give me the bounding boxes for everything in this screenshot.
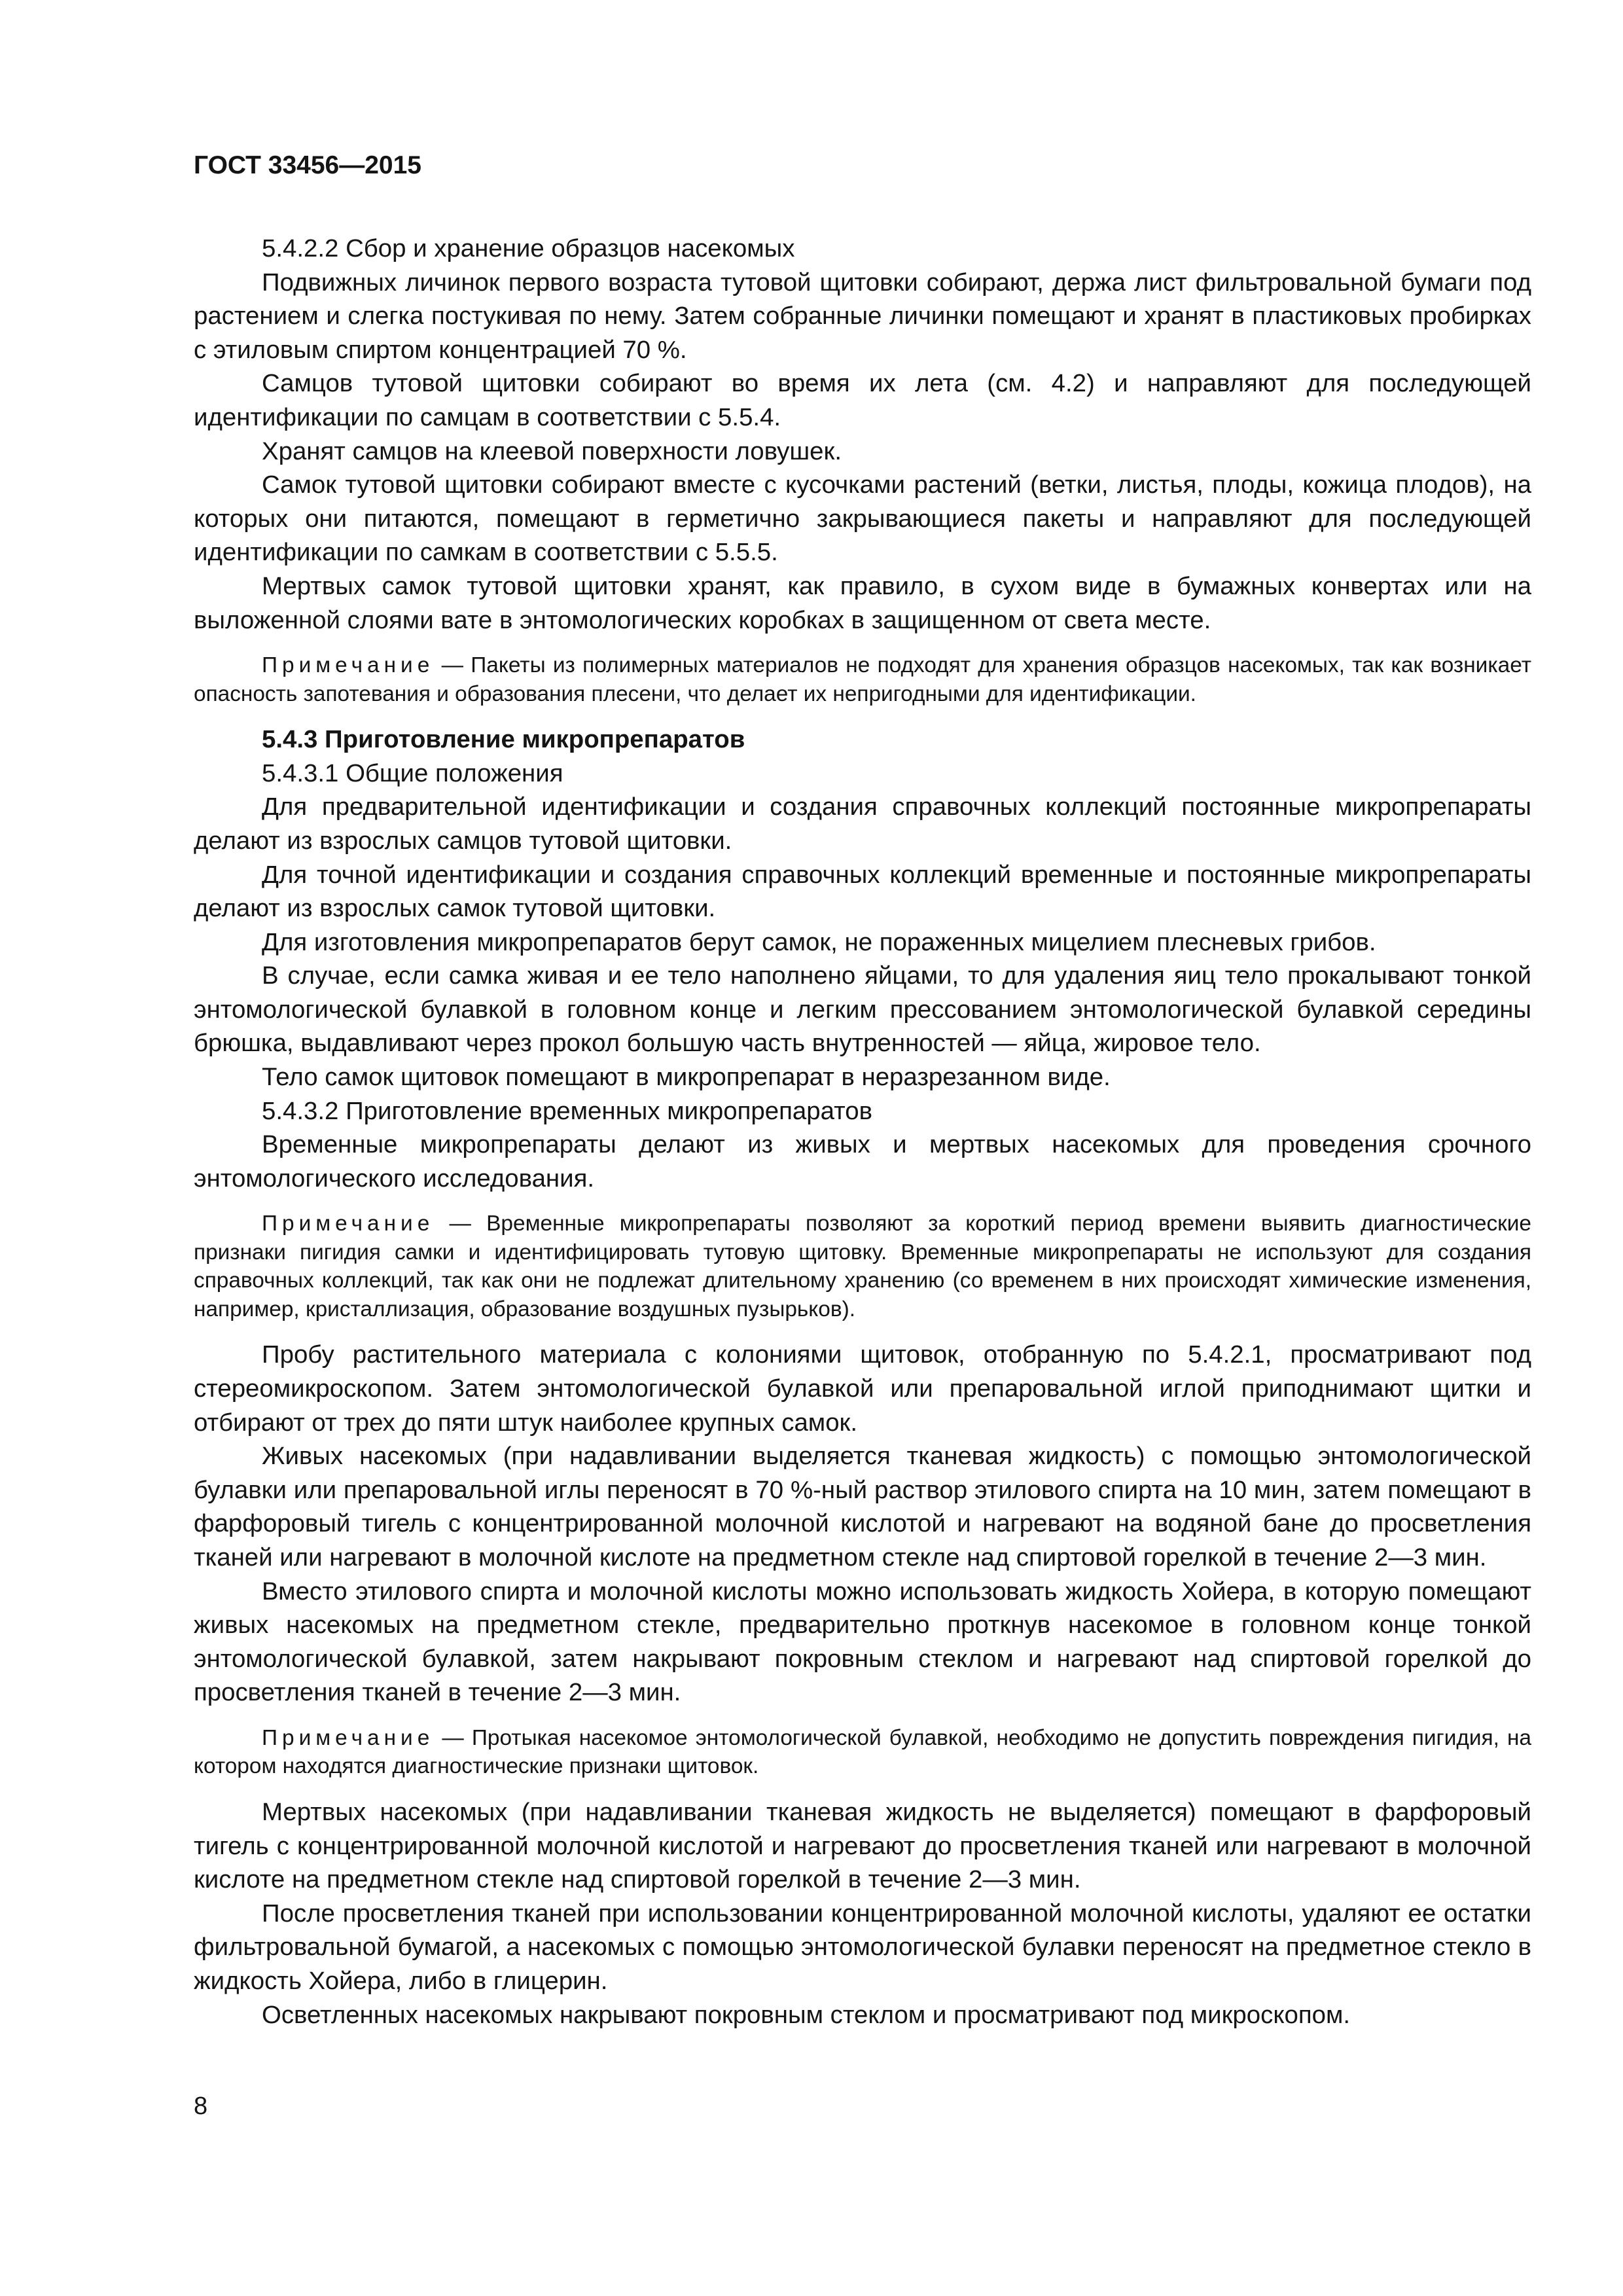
section-heading-5-4-3: 5.4.3 Приготовление микропрепаратов [262,725,745,754]
paragraph: Мертвых самок тутовой щитовки хранят, как правило, в сухом виде в бумажных конвертах или на выложенной слоями вате в энтомологических коробках в защищенном от света месте. [194,571,1531,634]
document-body [194,232,1531,2032]
subsection-heading-5-4-2-2: 5.4.2.2 Сбор и хранение образцов насекомых [262,234,795,262]
standard-header: ГОСТ 33456—2015 [194,151,421,179]
paragraph: В случае, если самка живая и ее тело наполнено яйцами, то для удаления яиц тело прокалывают тонкой энтомологической булавкой в головном конце и легким прессованием энтомологической булавкой середины брюшка, выдавливают через прокол большую часть внутренностей — яйца, жировое тело. [194,961,1531,1058]
note-label: Примечание [262,1211,435,1236]
paragraph: Осветленных насекомых накрывают покровным стеклом и просматривают под микроскопом. [262,2000,1351,2029]
paragraph: Самок тутовой щитовки собирают вместе с кусочками растений (ветки, листья, плоды, кожица плодов), на которых они питаются, помещают в герметично закрывающиеся пакеты и направляют для последующей идентификации по самкам в соответствии с 5.5.5. [194,471,1531,567]
note-label: Примечание [262,653,435,678]
note-block [194,1210,1531,1323]
paragraph: Для точной идентификации и создания справочных коллекций временные и постоянные микропрепараты делают из взрослых самок тутовой щитовки. [194,860,1531,923]
paragraph: Вместо этилового спирта и молочной кислоты можно использовать жидкость Хойера, в которую помещают живых насекомых на предметном стекле, предварительно проткнув насекомое в головном конце тонкой энтомологической булавкой, затем накрывают покровным стеклом и нагревают над спиртовой горелкой до просветления тканей в течение 2—3 мин. [194,1577,1531,1707]
paragraph: Живых насекомых (при надавливании выделяется тканевая жидкость) с помощью энтомологической булавки или препаровальной иглы переносят в 70 %-ный раствор этилового спирта на 10 мин, затем помещают в фарфоровый тигель с концентрированной молочной кислотой и нагревают на водяной бане до просветления тканей или нагревают в молочной кислоте на предметном стекле над спиртовой горелкой в течение 2—3 мин. [194,1442,1531,1571]
page-number: 8 [194,2092,208,2120]
paragraph: Мертвых насекомых (при надавливании тканевая жидкость не выделяется) помещают в фарфоровый тигель с концентрированной молочной кислотой и нагревают до просветления тканей или нагревают в молочной кислоте на предметном стекле над спиртовой горелкой в течение 2—3 мин. [194,1797,1531,1894]
note-block [194,651,1531,708]
paragraph: Пробу растительного материала с колониями щитовок, отобранную по 5.4.2.1, просматривают под стереомикроскопом. Затем энтомологической булавкой или препаровальной иглой приподнимают щитки и отбирают от трех до пяти штук наиболее крупных самок. [194,1340,1531,1437]
subsection-heading-5-4-3-2: 5.4.3.2 Приготовление временных микропрепаратов [262,1096,872,1125]
note-label: Примечание [262,1725,435,1750]
paragraph: После просветления тканей при использовании концентрированной молочной кислоты, удаляют ее остатки фильтровальной бумагой, а насекомых с помощью энтомологической булавки переносят на предметное стекло в жидкость Хойера, либо в глицерин. [194,1899,1531,1995]
paragraph: Хранят самцов на клеевой поверхности ловушек. [262,437,842,465]
paragraph: Тело самок щитовок помещают в микропрепарат в неразрезанном виде. [262,1063,1111,1092]
note-text: — Временные микропрепараты позволяют за короткий период времени выявить диагностические признаки пигидия самки и идентифицировать тутовую щитовку. Временные микропрепараты не используют для создания справочных коллекций, так как они не подлежат длительному хранению (со временем в них происходят химические изменения, например, кристаллизация, образование воздушных пузырьков). [194,1211,1531,1321]
paragraph: Подвижных личинок первого возраста тутовой щитовки собирают, держа лист фильтровальной бумаги под растением и слегка постукивая по нему. Затем собранные личинки помещают и хранят в пластиковых пробирках с этиловым спиртом концентрацией 70 %. [194,268,1531,364]
note-block [194,1724,1531,1781]
note-text: — Протыкая насекомое энтомологической булавкой, необходимо не допустить повреждения пигидия, на котором находятся диагностические признаки щитовок. [194,1725,1531,1779]
note-text: — Пакеты из полимерных материалов не подходят для хранения образцов насекомых, так как возникает опасность запотевания и образования плесени, что делает их непригодными для идентификации. [194,653,1531,706]
paragraph: Для изготовления микропрепаратов берут самок, не пораженных мицелием плесневых грибов. [262,927,1376,956]
paragraph: Временные микропрепараты делают из живых и мертвых насекомых для проведения срочного энтомологического исследования. [194,1130,1531,1193]
paragraph: Для предварительной идентификации и создания справочных коллекций постоянные микропрепараты делают из взрослых самцов тутовой щитовки. [194,793,1531,855]
document-page [194,149,1531,2032]
paragraph: Самцов тутовой щитовки собирают во время их лета (см. 4.2) и направляют для последующей идентификации по самцам в соответствии с 5.5.4. [194,369,1531,431]
subsection-heading-5-4-3-1: 5.4.3.1 Общие положения [262,759,563,787]
